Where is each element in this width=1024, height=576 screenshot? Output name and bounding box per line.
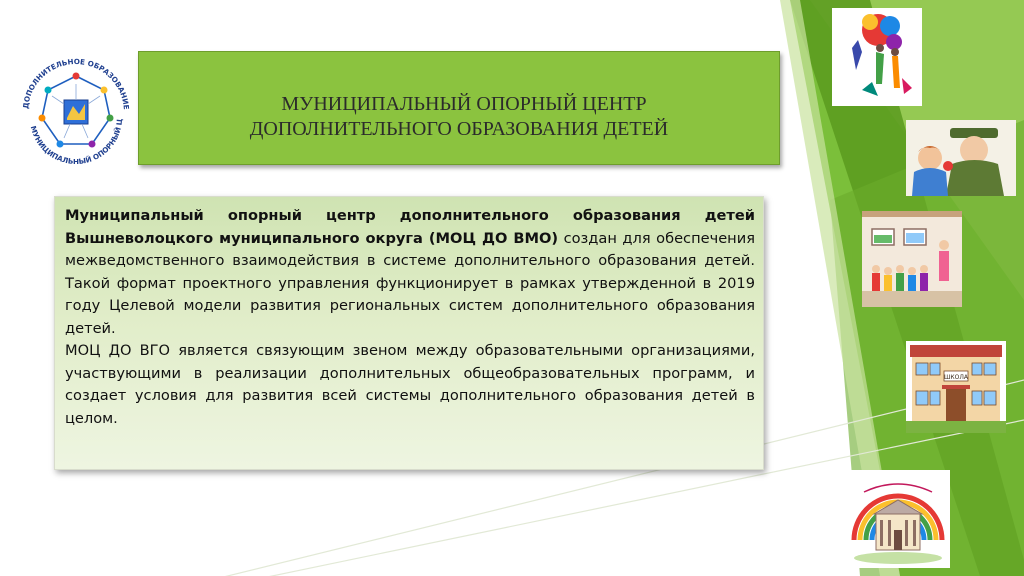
title-line-2: ДОПОЛНИТЕЛЬНОГО ОБРАЗОВАНИЯ ДЕТЕЙ [249,118,669,140]
page-title [139,92,779,142]
culture-house-emblem-image [846,470,950,568]
logo [12,48,140,176]
paragraph-1 [65,205,755,340]
title-banner [138,51,780,165]
paragraph-1-rest: создан для обеспечения межведомственного взаимодействия в системе дополнительного образования детей. Такой формат проектного управления функционирует в рамках утвержденной в 2019 году Целевой модели развития региональных систем дополнительного образования детей. [65,229,755,337]
logo-emblem-icon [12,48,140,176]
svg-text:ДОПОЛНИТЕЛЬНОЕ ОБРАЗОВАНИЕ ДЕТ: ДОПОЛНИТЕЛЬНОЕ ОБРАЗОВАНИЕ [21,56,131,110]
paragraph-1-bold: Муниципальный опорный центр дополнительного образования детей Вышневолоцкого муниципального округа (МОЦ ДО ВМО) [65,207,755,247]
arts-collage-image [832,8,922,106]
title-line-1: МУНИЦИПАЛЬНЫЙ ОПОРНЫЙ ЦЕНТР [281,93,647,115]
gallery-children-image [862,211,962,307]
school-sign: ШКОЛА [943,374,969,381]
svg-text:МУНИЦИПАЛЬНЫЙ ОПОРНЫЙ ЦЕНТР: МУНИЦИПАЛЬНЫЙ ОПОРНЫЙ Ц [28,118,125,167]
paragraph-2: МОЦ ДО ВГО является связующим звеном между образовательными организациями, участвующими в реализации дополнительных общеобразовательных программ, и создает условия для развития всей системы дополнительного образования детей в целом. [65,342,755,427]
school-building-image [906,341,1006,433]
veteran-child-image [906,120,1016,196]
description-text [65,205,755,430]
description-panel [54,196,764,470]
